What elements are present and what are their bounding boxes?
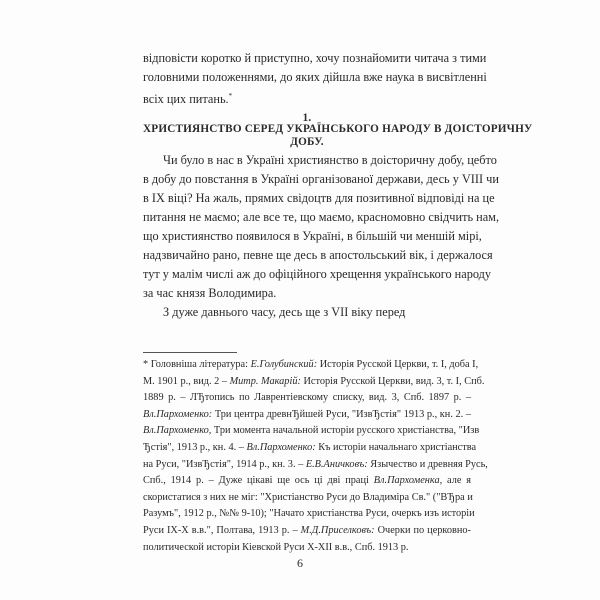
- footnote-text: Три момента начальной исторіи русского христіанства, "Изв: [211, 425, 480, 437]
- footnote-text: Три центра древнЂйшей Руси, "ИзвЂстія" 1913 р., кн. 2. –: [212, 408, 471, 420]
- footnote-line: [143, 359, 479, 371]
- body-line: в добу до повстання в Україні організованої держави, десь у VIII чи: [143, 172, 499, 186]
- footnote-text: М. 1901 р., вид. 2 –: [143, 375, 230, 387]
- footnote-text: Руси IX-X в.в.", Полтава, 1913 р. –: [143, 525, 301, 536]
- footnote-text: скористатися з них не міг: "Христіанство Руси до Владиміра Св." ("ВЂра и: [143, 491, 473, 503]
- body-line: [143, 89, 471, 106]
- body-line: тут у малім числі аж до офіційного хрещення українського народу: [143, 267, 492, 281]
- footnote-text: * Головніша література:: [143, 359, 251, 370]
- footnote-author: Е.Голубинский:: [250, 359, 318, 370]
- footnote-line: [143, 542, 471, 554]
- footnote-author: Вл.Пархоменко:: [246, 442, 316, 453]
- footnote-line: [143, 392, 471, 404]
- body-line: Чи було в нас в Україні християнство в доісторичну добу, цебто: [163, 153, 497, 167]
- footnote-text: Разумъ", 1912 р., №№ 9-10); "Начато христіанства Руси, очеркъ изъ исторіи: [143, 508, 475, 520]
- footnote-author: Митр. Макарій:: [229, 375, 301, 387]
- body-line: за час князя Володимира.: [143, 286, 277, 300]
- body-line: питання не маємо; але все те, що маємо, красномовно свідчить нам,: [143, 210, 500, 224]
- footnote-author: Вл.Пархоменка,: [373, 475, 443, 487]
- footnote-divider: [143, 352, 237, 353]
- footnote-text: Очерки по церковно-: [374, 525, 471, 536]
- body-line-text: всіх цих питань.: [143, 92, 229, 107]
- section-title: ДОБУ.: [290, 136, 324, 148]
- section-title: ХРИСТИЯНСТВО СЕРЕД УКРАЇНСЬКОГО НАРОДУ В ДОІСТОРИЧНУ: [143, 123, 533, 135]
- body-line: З дуже давнього часу, десь ще з VII віку перед: [163, 305, 406, 319]
- footnote-line: [143, 442, 477, 454]
- footnote-author: Е.В.Аничковъ:: [305, 458, 368, 470]
- footnote-line: [143, 375, 485, 388]
- footnote-text: але я: [442, 475, 471, 487]
- body-line: надзвичайно рано, певне ще десь в апостольський вік, і держалося: [143, 248, 493, 262]
- footnote-line: [143, 425, 480, 437]
- body-line: в IX віці? На жаль, прямих свідоцтв для позитивної відповіді на це: [143, 191, 495, 205]
- footnote-text: Язычество и древняя Русь,: [367, 458, 488, 470]
- footnote-text: на Руси, "ИзвЂстія", 1914 р., кн. 3. –: [143, 458, 306, 470]
- footnote-line: [143, 492, 471, 504]
- footnote-text: Ђстія", 1913 р., кн. 4. –: [143, 442, 247, 453]
- footnote-text: Исторія Русской Церкви, т. I, доба I,: [317, 359, 479, 370]
- footnote-line: [143, 475, 471, 487]
- footnote-author: М.Д.Приселковъ:: [300, 525, 375, 536]
- footnote-line: [143, 409, 471, 421]
- body-line: головними положеннями, до яких дійшла вже наука в висвітленні: [143, 70, 487, 84]
- footnote-author: Вл.Пархоменко,: [143, 425, 212, 437]
- body-line: що християнство появилося в Україні, в більшій чи меншій мірі,: [143, 229, 482, 243]
- section-number: 1.: [302, 112, 312, 124]
- footnote-text: Спб., 1914 р. – Дуже цікаві ще ось ці дві праці: [143, 475, 374, 487]
- footnote-text: политической исторіи Кіевской Руси X-XII в.в., Спб. 1913 р.: [143, 541, 409, 553]
- footnote-author: Вл.Пархоменко:: [143, 408, 213, 420]
- body-line: відповісти коротко й приступно, хочу познайомити читача з тими: [143, 51, 487, 65]
- footnote-line: [143, 508, 475, 520]
- footnote-text: Исторія Русской Церкви, вид. 3, т. I, Спб.: [300, 375, 485, 387]
- footnote-line: [143, 525, 471, 537]
- footnote-text: 1889 р. – ЛЂтопись по Лаврентіевскому списку, вид. 3, Спб. 1897 р. –: [143, 392, 471, 404]
- footnote-text: Къ исторіи начальнаго христіанства: [315, 442, 477, 453]
- page-number: 6: [297, 556, 303, 570]
- footnote-line: [143, 458, 488, 471]
- footnote-marker: *: [228, 92, 233, 100]
